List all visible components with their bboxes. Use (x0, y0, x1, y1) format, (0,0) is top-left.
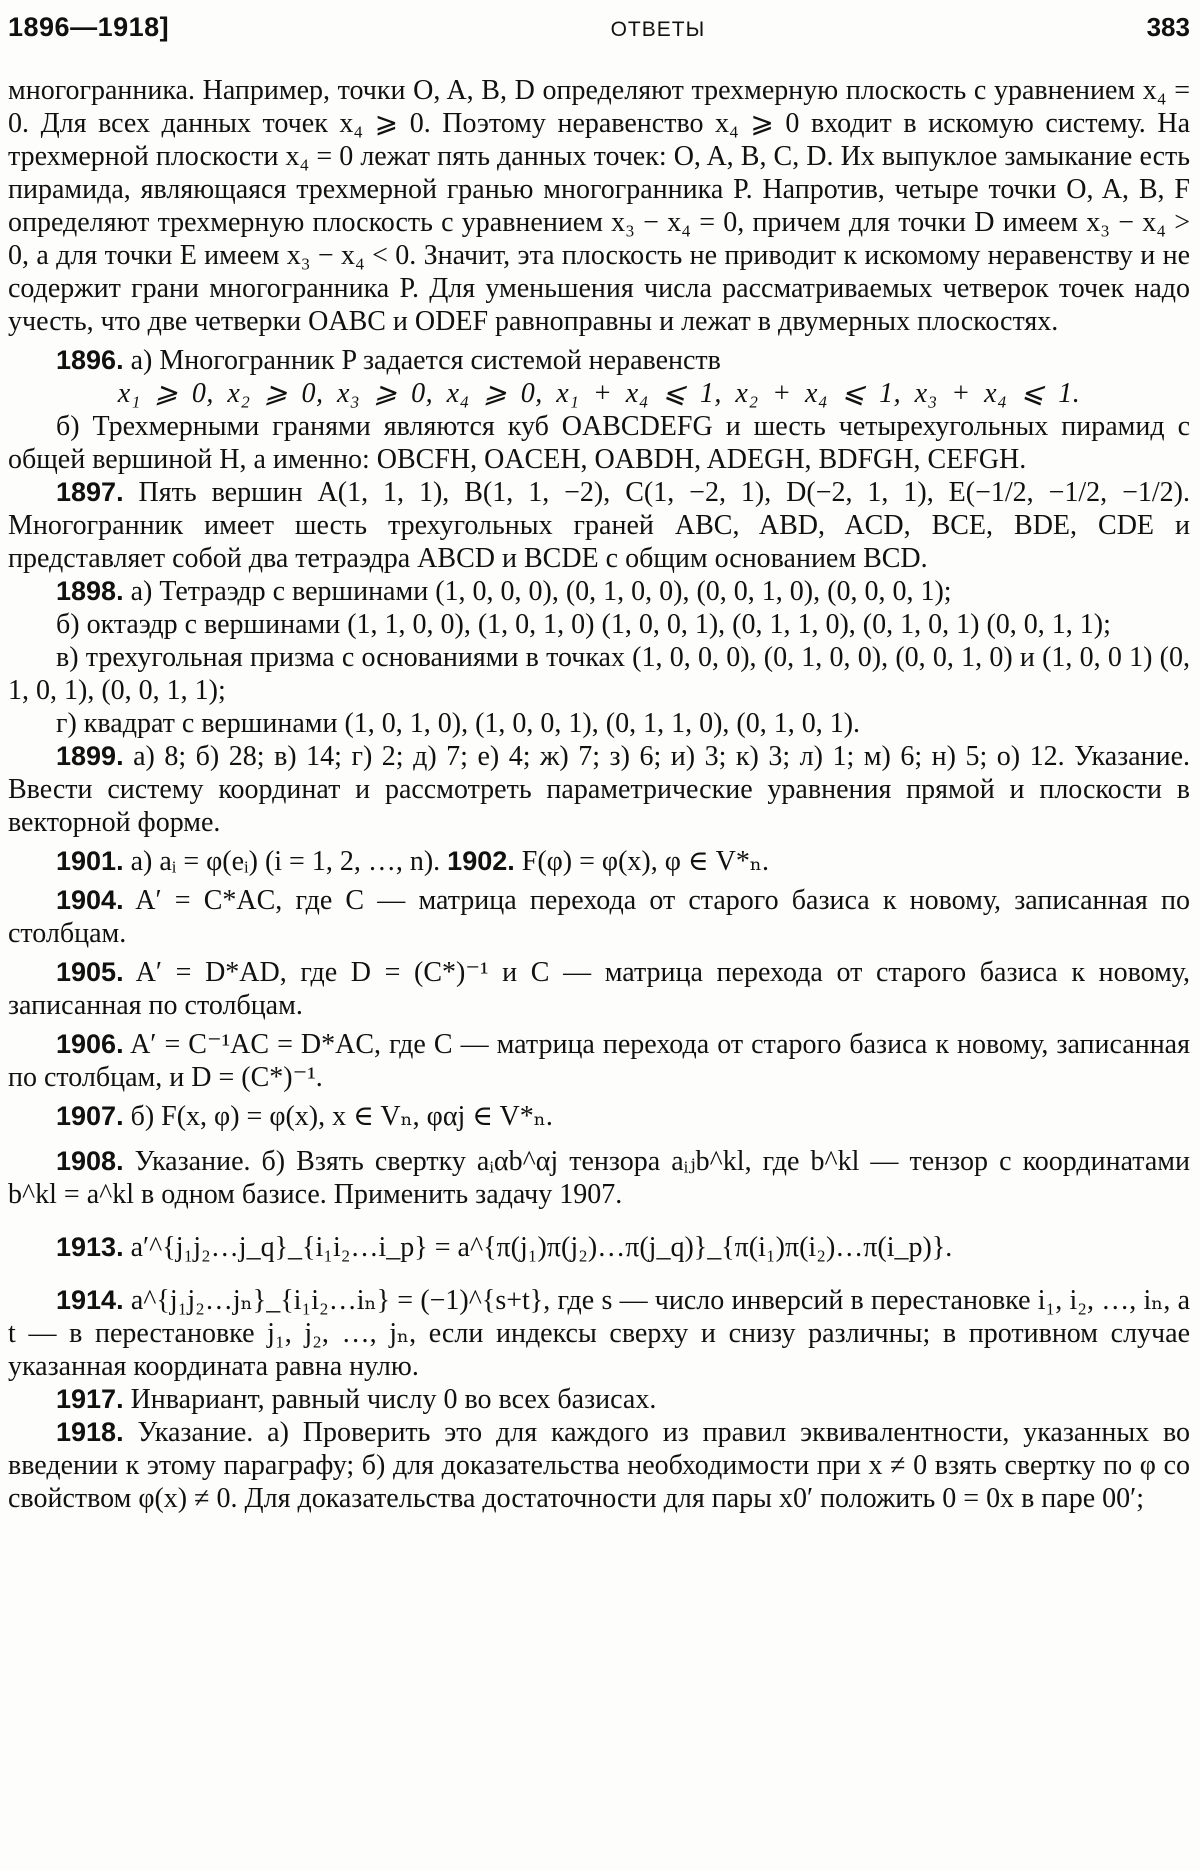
answer-1901-1902 (8, 845, 1190, 878)
answer-1906 (8, 1028, 1190, 1094)
answer-text: F(φ) = φ(x), φ ∈ V*ₙ. (521, 846, 769, 877)
answer-text: Пять вершин A(1, 1, 1), B(1, 1, −2), C(1, −2, 1), D(−2, 1, 1), E(−1/2, −1/2, −1/2). Многогранник имеет шесть трехугольных граней ABC, ABD, ACD, BCE, BDE, CDE и представляет собой два тетраэдра ABCD и BCDE с общим основанием BCD. (8, 477, 1191, 574)
answer-1905 (8, 956, 1190, 1022)
answer-number: 1896. (56, 345, 124, 375)
answer-1904 (8, 884, 1190, 950)
answer-1896-b: б) Трехмерными гранями являются куб OABCDEFG и шесть четырехугольных пирамид с общей вершиной H, а именно: OBCFH, OACEH, OABDH, ADEGH, BDFGH, CEFGH. (8, 411, 1190, 475)
answer-1898-b: б) октаэдр с вершинами (1, 1, 0, 0), (1, 0, 1, 0) (1, 0, 0, 1), (0, 1, 1, 0), (0, 1, 0, 1) (0, 0, 1, 1); (56, 609, 1111, 640)
answer-text: a^{j₁j₂…jₙ}_{i₁i₂…iₙ} = (−1)^{s+t}, где s — число инверсий в перестановке i₁, i₂, …, iₙ, а t — в перестановке j₁, j₂, …, jₙ, если индексы сверху и снизу различны; в противном случае указанная координата равна нулю. (8, 1285, 1191, 1382)
answer-number: 1905. (56, 957, 124, 987)
answer-text: Инвариант, равный числу 0 во всех базисах. (130, 1384, 657, 1415)
answer-1918 (8, 1416, 1190, 1515)
answer-1917 (8, 1383, 1190, 1416)
answer-number: 1899. (56, 741, 124, 771)
answer-text: а) aᵢ = φ(eᵢ) (i = 1, 2, …, n). (130, 846, 441, 877)
answer-number: 1901. (56, 846, 124, 876)
answer-number: 1897. (56, 477, 124, 507)
answer-text: а) Тетраэдр с вершинами (1, 0, 0, 0), (0, 1, 0, 0), (0, 0, 1, 0), (0, 0, 0, 1); (130, 576, 952, 607)
answer-1898-c: в) трехугольная призма с основаниями в точках (1, 0, 0, 0), (0, 1, 0, 0), (0, 0, 1, 0) и (1, 0, 0 1) (0, 1, 0, 1), (0, 0, 1, 1); (8, 642, 1190, 706)
answer-number: 1906. (56, 1029, 124, 1059)
answer-1896 (8, 344, 1190, 377)
answer-text: а) 8; б) 28; в) 14; г) 2; д) 7; е) 4; ж) 7; з) 6; и) 3; к) 3; л) 1; м) 6; н) 5; о) 12. Указание. Ввести систему координат и рассмотреть параметрические уравнения прямой и плоскости в векторной форме. (8, 741, 1191, 838)
header-range: 1896—1918] (8, 12, 170, 42)
answer-1898 (8, 575, 1190, 608)
page-header (8, 12, 1190, 74)
answer-text: a′^{j₁j₂…j_q}_{i₁i₂…i_p} = a^{π(j₁)π(j₂)…π(j_q)}_{π(i₁)π(i₂)…π(i_p)}. (130, 1232, 953, 1263)
answer-1899 (8, 740, 1190, 839)
answer-text: A′ = C⁻¹AC = D*AC, где C — матрица перехода от старого базиса к новому, записанная по столбцам, и D = (C*)⁻¹. (8, 1029, 1190, 1093)
answer-number: 1898. (56, 576, 124, 606)
answer-1913 (8, 1231, 1190, 1264)
answer-text: б) F(x, φ) = φ(x), x ∈ Vₙ, φαj ∈ V*ₙ. (130, 1101, 553, 1132)
formula-1896: x₁ ⩾ 0, x₂ ⩾ 0, x₃ ⩾ 0, x₄ ⩾ 0, x₁ + x₄ ⩽ 1, x₂ + x₄ ⩽ 1, x₃ + x₄ ⩽ 1. (117, 378, 1081, 409)
answer-number: 1918. (56, 1417, 124, 1447)
header-title: ОТВЕТЫ (610, 18, 706, 41)
answer-number: 1904. (56, 885, 124, 915)
answer-text: Указание. б) Взять свертку aᵢαb^αj тензора aᵢⱼb^kl, где b^kl — тензор с координатами b^kl = a^kl в одном базисе. Применить задачу 1907. (8, 1146, 1191, 1210)
page-number: 383 (1146, 12, 1190, 42)
answer-number: 1902. (447, 846, 515, 876)
answer-text: A′ = D*AD, где D = (C*)⁻¹ и C — матрица перехода от старого базиса к новому, записанная по столбцам. (8, 957, 1190, 1021)
answer-text: а) Многогранник P задается системой неравенств (130, 345, 721, 376)
answer-text: A′ = C*AC, где C — матрица перехода от старого базиса к новому, записанная по столбцам. (8, 885, 1190, 949)
page-body (8, 74, 1190, 1515)
answer-1897 (8, 476, 1190, 575)
answer-number: 1907. (56, 1101, 124, 1131)
answer-number: 1913. (56, 1232, 124, 1262)
answer-1898-d: г) квадрат с вершинами (1, 0, 1, 0), (1, 0, 0, 1), (0, 1, 1, 0), (0, 1, 0, 1). (56, 708, 861, 739)
answer-1908 (8, 1145, 1190, 1211)
answer-number: 1908. (56, 1146, 124, 1176)
intro-paragraph: многогранника. Например, точки O, A, B, D определяют трехмерную плоскость с уравнением x₄ = 0. Для всех данных точек x₄ ⩾ 0. Поэтому неравенство x₄ ⩾ 0 входит в искомую систему. На трехмерной плоскости x₄ = 0 лежат пять данных точек: O, A, B, C, D. Их выпуклое замыкание есть пирамида, являющаяся трехмерной гранью многогранника P. Напротив, четыре точки O, A, B, F определяют трехмерную плоскость с уравнением x₃ − x₄ = 0, причем для точки D имеем x₃ − x₄ > 0, а для точки E имеем x₃ − x₄ < 0. Значит, эта плоскость не приводит к искомому неравенству и не содержит грани многогранника P. Для уменьшения числа рассматриваемых четверок точек надо учесть, что две четверки OABC и ODEF равноправны и лежат в двумерных плоскостях. (8, 75, 1190, 337)
answer-1914 (8, 1284, 1190, 1383)
answer-number: 1917. (56, 1384, 124, 1414)
answer-1907 (8, 1100, 1190, 1133)
answer-text: Указание. а) Проверить это для каждого из правил эквивалентности, указанных во введении к этому параграфу; б) для доказательства необходимости при x ≠ 0 взять свертку по φ со свойством φ(x) ≠ 0. Для доказательства достаточности для пары x0′ положить 0 = 0x в паре 00′; (8, 1417, 1191, 1514)
answer-number: 1914. (56, 1285, 124, 1315)
